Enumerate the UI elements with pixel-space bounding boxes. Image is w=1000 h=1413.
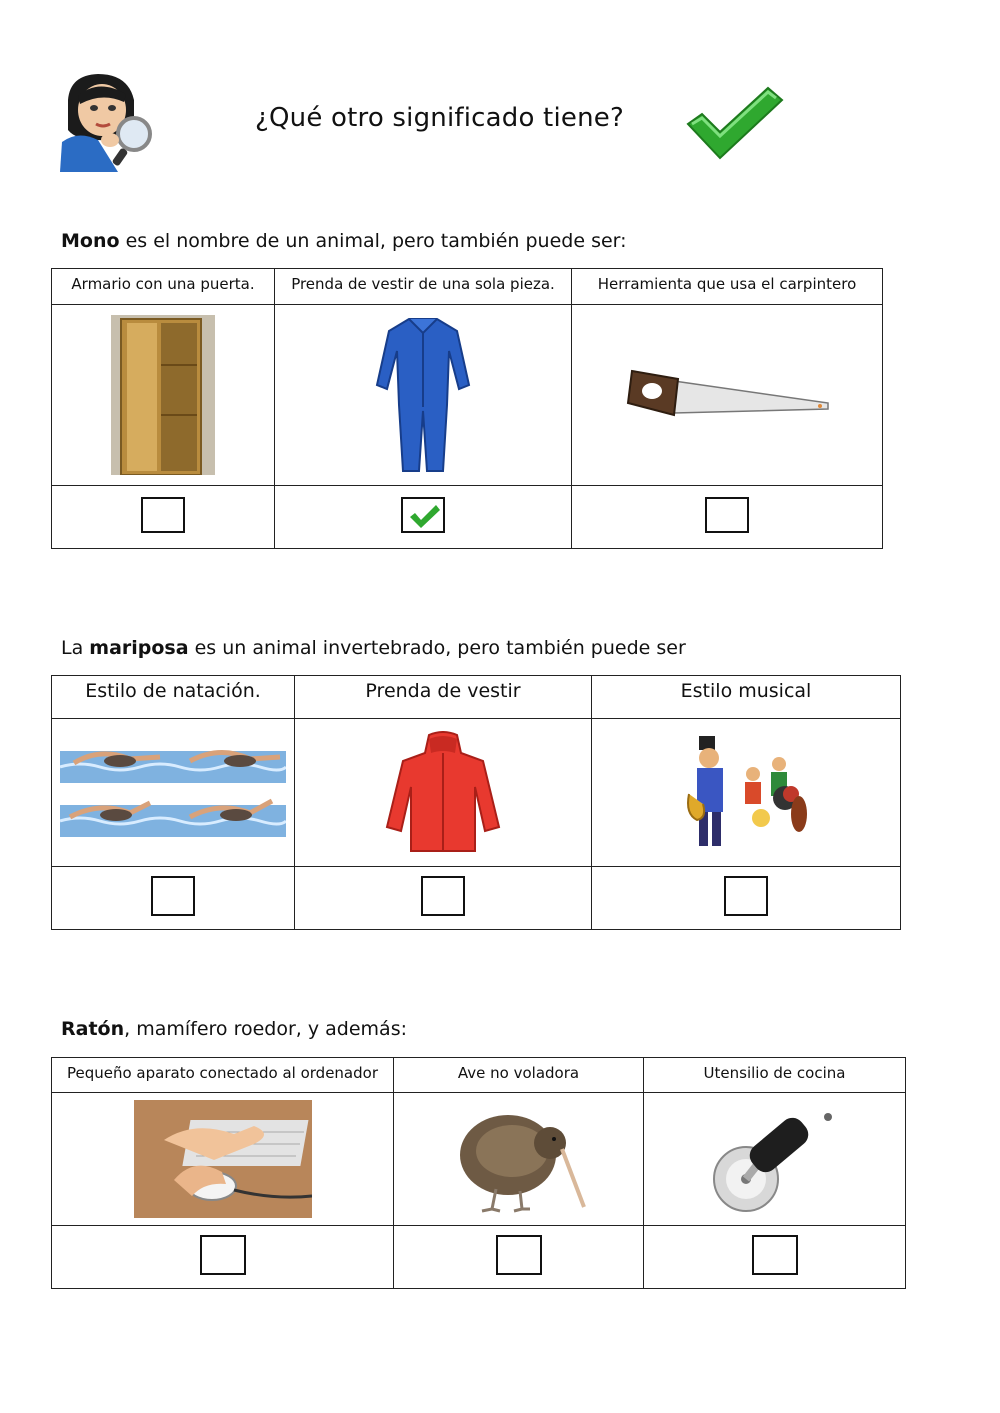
kiwi-bird-image <box>394 1093 644 1226</box>
answer-checkbox-checked[interactable] <box>401 497 445 533</box>
jazz-band-image <box>592 719 901 867</box>
pizza-cutter-image <box>644 1093 906 1226</box>
question-text: es un animal invertebrado, pero también puede ser <box>188 637 686 659</box>
wardrobe-image <box>52 305 275 486</box>
question-mono <box>61 230 627 252</box>
option-label: Ave no voladora <box>394 1058 644 1093</box>
answer-checkbox[interactable] <box>724 876 768 916</box>
option-label: Prenda de vestir <box>295 676 592 719</box>
question-keyword: mariposa <box>89 637 189 659</box>
answer-cell <box>592 867 901 930</box>
options-table-raton <box>51 1057 906 1289</box>
answer-cell <box>295 867 592 930</box>
option-label: Pequeño aparato conectado al ordenador <box>52 1058 394 1093</box>
answer-checkbox[interactable] <box>151 876 195 916</box>
options-table-mono <box>51 268 883 549</box>
option-label: Utensilio de cocina <box>644 1058 906 1093</box>
answer-checkbox[interactable] <box>141 497 185 533</box>
overall-jumpsuit-image <box>275 305 572 486</box>
question-text: es el nombre de un animal, pero también puede ser: <box>119 230 627 252</box>
answer-cell <box>394 1226 644 1289</box>
option-label: Prenda de vestir de una sola pieza. <box>275 269 572 305</box>
girl-with-magnifier-icon <box>58 70 158 172</box>
check-mark-icon <box>407 502 441 530</box>
options-table-mariposa <box>51 675 901 930</box>
question-text: , mamífero roedor, y además: <box>124 1018 407 1040</box>
option-label: Herramienta que usa el carpintero <box>572 269 883 305</box>
question-raton <box>61 1018 407 1040</box>
answer-cell <box>275 486 572 549</box>
page-title: ¿Qué otro significado tiene? <box>255 103 624 133</box>
answer-cell <box>52 867 295 930</box>
option-label: Estilo musical <box>592 676 901 719</box>
green-check-icon <box>684 84 784 160</box>
computer-mouse-image <box>52 1093 394 1226</box>
question-prefix: La <box>61 637 90 659</box>
question-keyword: Ratón <box>61 1018 125 1040</box>
red-jacket-image <box>295 719 592 867</box>
butterfly-swimmers-image <box>52 719 295 867</box>
answer-cell <box>52 1226 394 1289</box>
answer-checkbox[interactable] <box>421 876 465 916</box>
answer-checkbox[interactable] <box>200 1235 246 1275</box>
option-label: Estilo de natación. <box>52 676 295 719</box>
answer-checkbox[interactable] <box>496 1235 542 1275</box>
answer-checkbox[interactable] <box>752 1235 798 1275</box>
handsaw-image <box>572 305 883 486</box>
question-mariposa <box>61 637 686 659</box>
answer-cell <box>644 1226 906 1289</box>
answer-checkbox[interactable] <box>705 497 749 533</box>
answer-cell <box>572 486 883 549</box>
option-label: Armario con una puerta. <box>52 269 275 305</box>
answer-cell <box>52 486 275 549</box>
question-keyword: Mono <box>61 230 120 252</box>
